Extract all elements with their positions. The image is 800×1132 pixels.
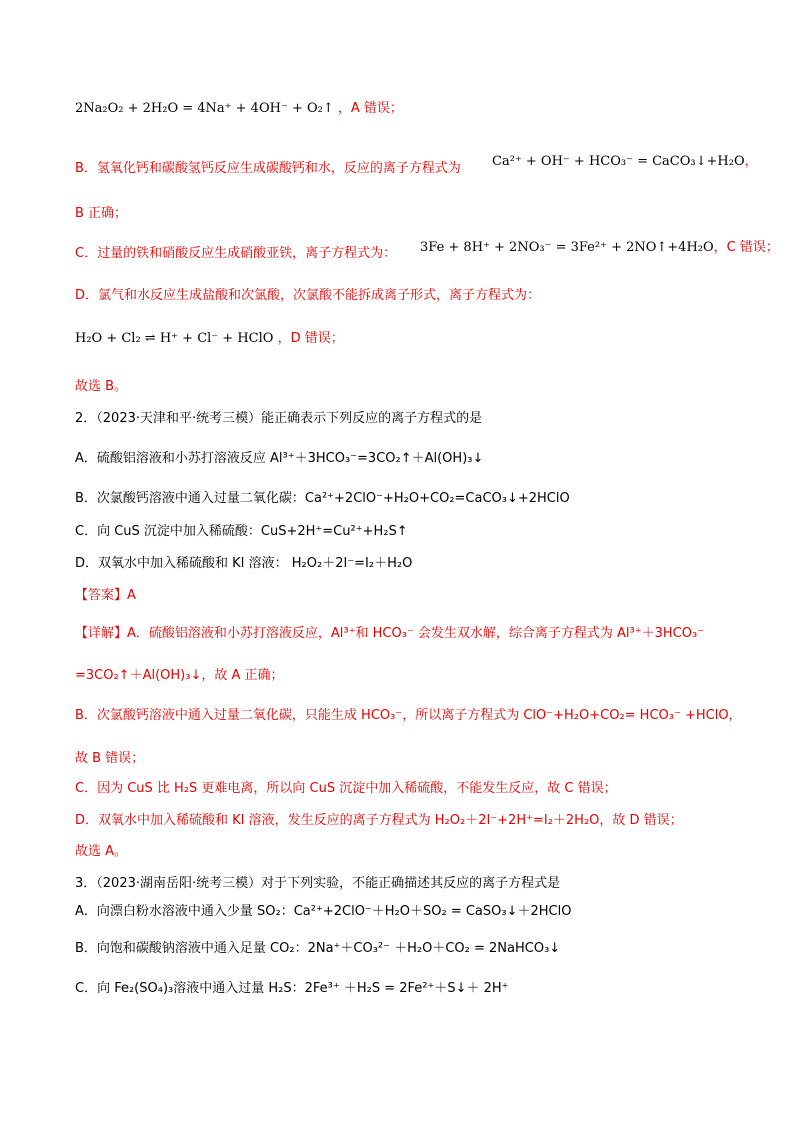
equation-c-wrap xyxy=(420,236,779,255)
equation-d: H₂O + Cl₂ ⇌ H⁺ + Cl⁻ + HClO xyxy=(75,331,274,346)
q2-option-a: A．硫酸铝溶液和小苏打溶液反应 Al³⁺＋3HCO₃⁻=3CO₂↑＋Al(OH)₃↓ xyxy=(75,451,484,466)
q2-option-d: D．双氧水中加入稀硫酸和 KI 溶液： H₂O₂＋2I⁻=I₂＋H₂O xyxy=(75,556,413,571)
judgement-b: B 正确； xyxy=(75,206,128,221)
answer-label: 【答案】A xyxy=(75,588,136,603)
judgement-d: ，D 错误； xyxy=(277,331,344,346)
q2-option-c: C．向 CuS 沉淀中加入稀硫酸：CuS+2H⁺=Cu²⁺+H₂S↑ xyxy=(75,524,408,539)
equation-a: 2Na₂O₂ + 2H₂O = 4Na⁺ + 4OH⁻ + O₂↑ xyxy=(75,101,334,116)
comma-b: ， xyxy=(744,154,758,169)
detail-line-3: B．次氯酸钙溶液中通入过量二氧化碳，只能生成 HCO₃⁻，所以离子方程式为 ClO⁻+H₂O+CO₂= HCO₃⁻ +HClO， xyxy=(75,708,742,723)
detail-line-4: 故 B 错误； xyxy=(75,751,145,766)
detail-line-5: C．因为 CuS 比 H₂S 更难电离，所以向 CuS 沉淀中加入稀硫酸，不能发生反应，故 C 错误； xyxy=(75,781,617,796)
detail-line-1: 【详解】A．硫酸铝溶液和小苏打溶液反应，Al³⁺和 HCO₃⁻ 会发生双水解，综合离子方程式为 Al³⁺＋3HCO₃⁻ xyxy=(75,626,705,641)
conclusion-2: 故选 A。 xyxy=(75,844,128,859)
solution-line-d xyxy=(75,330,344,348)
equation-c: 3Fe + 8H⁺ + 2NO₃⁻ = 3Fe²⁺ + 2NO↑+4H₂O xyxy=(420,240,714,255)
equation-b xyxy=(492,150,758,169)
question-3: 3．（2023·湖南岳阳·统考三模）对于下列实验，不能正确描述其反应的离子方程式是 xyxy=(75,876,561,891)
conclusion-1: 故选 B。 xyxy=(75,379,128,394)
q3-option-c: C．向 Fe₂(SO₄)₃溶液中通入过量 H₂S：2Fe³⁺ ＋H₂S = 2Fe²⁺＋S↓＋ 2H⁺ xyxy=(75,981,509,996)
judgement-c: ，C 错误； xyxy=(713,240,779,255)
solution-line-b xyxy=(75,160,461,178)
detail-line-6: D．双氧水中加入稀硫酸和 KI 溶液，发生反应的离子方程式为 H₂O₂＋2I⁻+2H⁺=I₂＋2H₂O，故 D 错误； xyxy=(75,813,683,828)
statement-d: D．氯气和水反应生成盐酸和次氯酸，次氯酸不能拆成离子形式，离子方程式为： xyxy=(75,288,541,303)
detail-line-2: =3CO₂↑＋Al(OH)₃↓，故 A 正确； xyxy=(75,668,284,683)
judgement-a: ，A 错误； xyxy=(337,101,403,116)
statement-c: C．过量的铁和硝酸反应生成硝酸亚铁，离子方程式为： xyxy=(75,246,397,261)
solution-line-a xyxy=(75,100,403,118)
q3-option-b: B．向饱和碳酸钠溶液中通入足量 CO₂：2Na⁺＋CO₃²⁻ ＋H₂O＋CO₂ = 2NaHCO₃↓ xyxy=(75,941,561,956)
statement-b: B．氢氧化钙和碳酸氢钙反应生成碳酸钙和水，反应的离子方程式为 xyxy=(75,161,461,176)
equation-b-text: Ca²⁺ + OH⁻ + HCO₃⁻ = CaCO₃↓+H₂O xyxy=(492,154,745,169)
question-2: 2．（2023·天津和平·统考三模）能正确表示下列反应的离子方程式的是 xyxy=(75,411,483,426)
q2-option-b: B．次氯酸钙溶液中通入过量二氧化碳：Ca²⁺+2ClO⁻+H₂O+CO₂=CaCO₃↓+2HClO xyxy=(75,491,570,506)
q3-option-a: A．向漂白粉水溶液中通入少量 SO₂：Ca²⁺+2ClO⁻＋H₂O＋SO₂ = CaSO₃↓＋2HClO xyxy=(75,904,572,919)
